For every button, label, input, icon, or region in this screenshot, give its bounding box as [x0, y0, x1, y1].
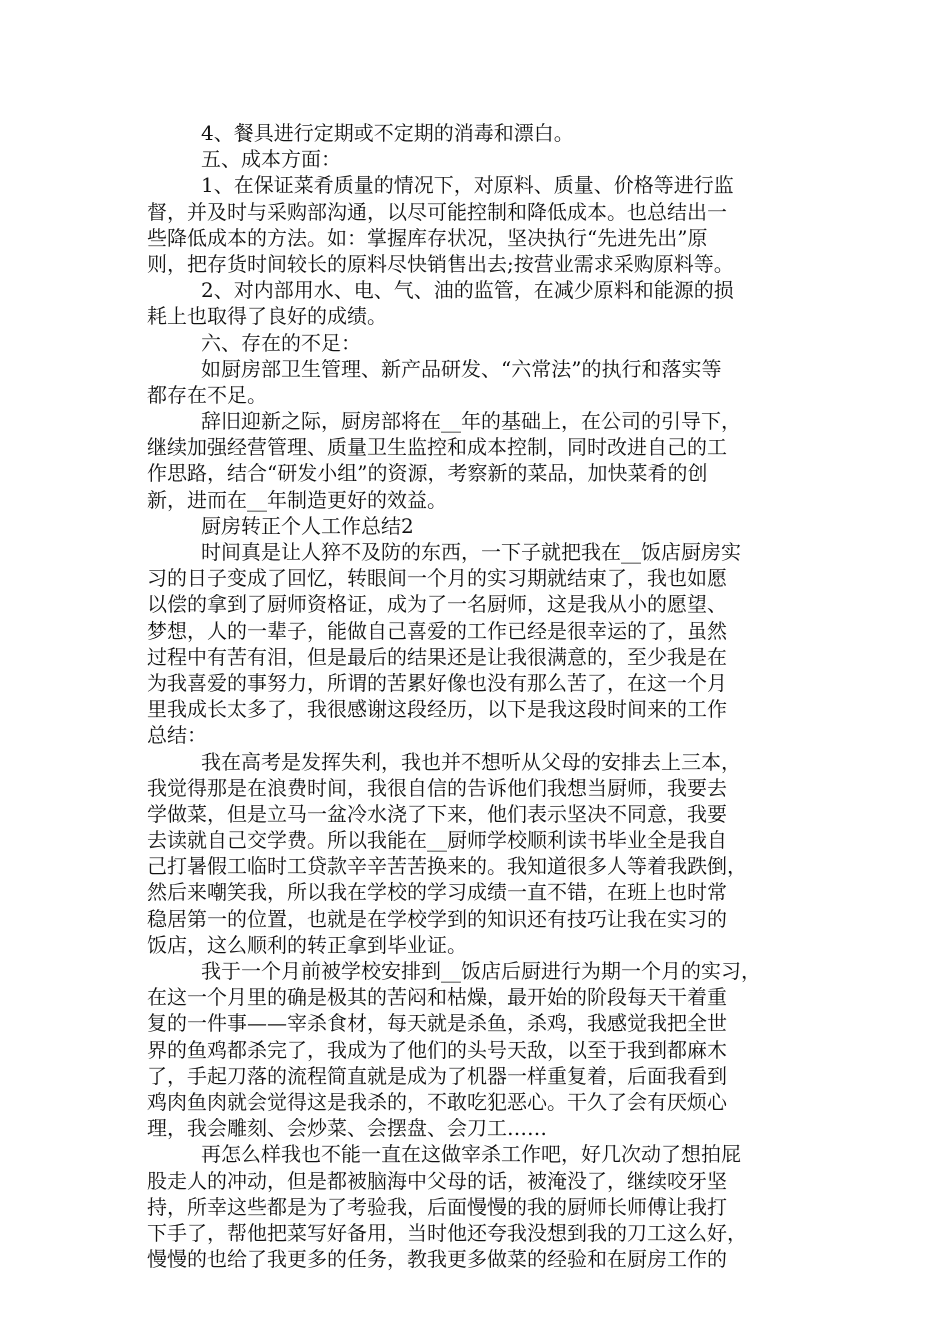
text-line: 六、存在的不足：: [201, 330, 361, 355]
text-line: 以偿的拿到了厨师资格证，成为了一名厨师，这是我从小的愿望、: [147, 592, 727, 617]
text-line: 过程中有苦有泪，但是最后的结果还是让我很满意的，至少我是在: [147, 644, 727, 669]
text-line: 下手了，帮他把菜写好备用，当时他还夸我没想到我的刀工这么好，: [147, 1220, 747, 1245]
text-line: 1、在保证菜肴质量的情况下，对原料、质量、价格等进行监: [201, 173, 734, 198]
text-line: 然后来嘲笑我，所以我在学校的学习成绩一直不错，在班上也时常: [147, 880, 727, 905]
text-line: 4、餐具进行定期或不定期的消毒和漂白。: [201, 121, 574, 145]
text-line: 辞旧迎新之际，厨房部将在__年的基础上，在公司的引导下，: [201, 409, 741, 434]
text-line: 作思路，结合“研发小组”的资源，考察新的菜品，加快菜肴的创: [147, 461, 708, 486]
text-line: 总结：: [147, 723, 207, 748]
text-line: 如厨房部卫生管理、新产品研发、“六常法”的执行和落实等: [201, 356, 722, 381]
text-line: 我觉得那是在浪费时间，我很自信的告诉他们我想当厨师，我要去: [147, 775, 727, 800]
text-line: 理，我会雕刻、会炒菜、会摆盘、会刀工……: [147, 1116, 547, 1141]
text-line: 界的鱼鸡都杀完了，我成为了他们的头号天敌，以至于我到都麻木: [147, 1037, 727, 1062]
document-body: [147, 120, 817, 1272]
text-line: 新，进而在__年制造更好的效益。: [147, 487, 447, 512]
text-line: 稳居第一的位置，也就是在学校学到的知识还有技巧让我在实习的: [147, 906, 727, 931]
text-line: 学做菜，但是立马一盆冷水浇了下来，他们表示坚决不同意，我要: [147, 801, 727, 826]
text-line: 五、成本方面：: [201, 147, 341, 172]
text-line: 去读就自己交学费。所以我能在__厨师学校顺利读书毕业全是我自: [147, 828, 727, 853]
text-line: 持，所幸这些都是为了考验我，后面慢慢的我的厨师长师傅让我打: [147, 1194, 727, 1219]
text-line: 股走人的冲动，但是都被脑海中父母的话，被淹没了，继续咬牙坚: [147, 1168, 727, 1193]
text-line: 继续加强经营管理、质量卫生监控和成本控制，同时改进自己的工: [147, 435, 727, 460]
text-line: 再怎么样我也不能一直在这做宰杀工作吧，好几次动了想拍屁: [201, 1142, 741, 1167]
text-line: 时间真是让人猝不及防的东西，一下子就把我在__饭店厨房实: [201, 540, 741, 564]
text-line: 些降低成本的方法。如：掌握库存状况，坚决执行“先进先出”原: [147, 225, 708, 250]
text-line: 都存在不足。: [147, 382, 267, 407]
text-line: 了，手起刀落的流程简直就是成为了机器一样重复着，后面我看到: [147, 1063, 727, 1088]
text-line: 我于一个月前被学校安排到__饭店后厨进行为期一个月的实习，: [201, 959, 761, 983]
text-line: 为我喜爱的事努力，所谓的苦累好像也没有那么苦了，在这一个月: [147, 670, 727, 695]
text-line: 则，把存货时间较长的原料尽快销售出去;按营业需求采购原料等。: [147, 251, 734, 276]
text-line: 里我成长太多了，我很感谢这段经历，以下是我这段时间来的工作: [147, 697, 727, 722]
text-line: 饭店，这么顺利的转正拿到毕业证。: [147, 932, 467, 957]
text-line: 习的日子变成了回忆，转眼间一个月的实习期就结束了，我也如愿: [147, 566, 727, 591]
text-line: 2、对内部用水、电、气、油的监管，在减少原料和能源的损: [201, 278, 734, 303]
text-line: 督，并及时与采购部沟通，以尽可能控制和降低成本。也总结出一: [147, 199, 727, 224]
text-line: 复的一件事——宰杀食材，每天就是杀鱼，杀鸡，我感觉我把全世: [147, 1011, 727, 1036]
text-line: 慢慢的也给了我更多的任务，教我更多做菜的经验和在厨房工作的: [147, 1247, 727, 1272]
text-line: 梦想，人的一辈子，能做自己喜爱的工作已经是很幸运的了，虽然: [147, 618, 727, 643]
text-line: 己打暑假工临时工贷款辛辛苦苦换来的。我知道很多人等着我跌倒，: [147, 854, 747, 879]
text-line: 耗上也取得了良好的成绩。: [147, 304, 387, 329]
text-line: 鸡肉鱼肉就会觉得这是我杀的，不敢吃犯恶心。干久了会有厌烦心: [147, 1089, 727, 1114]
text-line: 在这一个月里的确是极其的苦闷和枯燥，最开始的阶段每天干着重: [147, 985, 727, 1010]
text-line: 我在高考是发挥失利，我也并不想听从父母的安排去上三本，: [201, 749, 741, 774]
text-line: 厨房转正个人工作总结2: [201, 513, 414, 538]
